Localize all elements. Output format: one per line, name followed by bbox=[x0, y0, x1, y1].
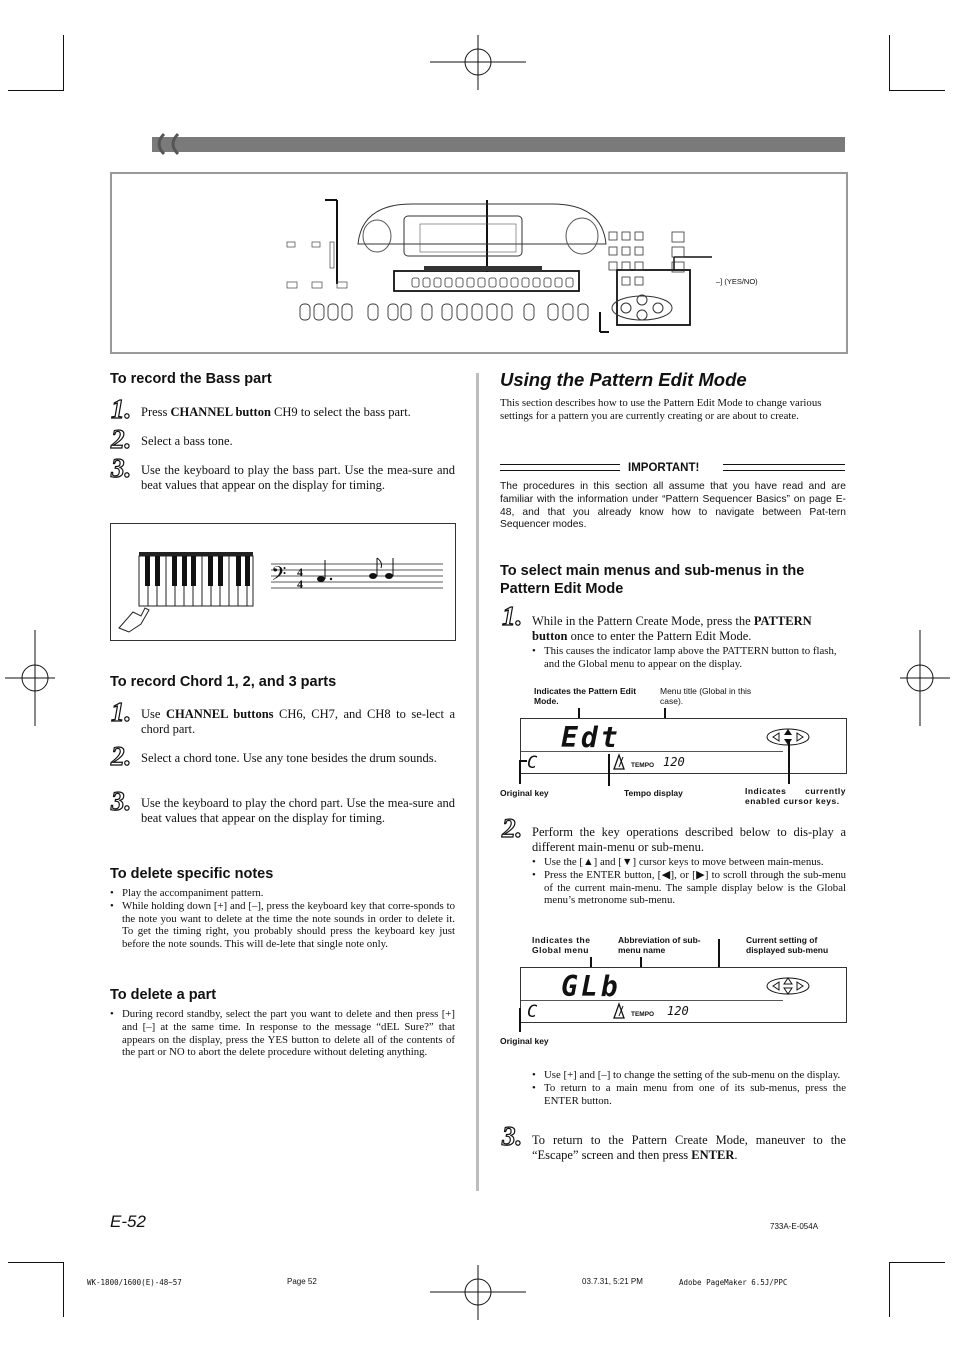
callout-line bbox=[519, 760, 521, 784]
crop-mark bbox=[889, 35, 890, 90]
lcd-main-text: Edt bbox=[561, 721, 621, 754]
lcd-key-char: C bbox=[527, 753, 538, 773]
time-sig-top: 4 bbox=[297, 565, 303, 579]
lcd2-label-original-key: Original key bbox=[500, 1036, 549, 1046]
lcd-tempo-label: TEMPO bbox=[631, 1011, 655, 1018]
lcd-display-edt bbox=[520, 718, 847, 774]
delete-part-list bbox=[110, 1008, 455, 1059]
delete-notes-list bbox=[110, 887, 455, 951]
list-item: • While holding down [+] and [–], press the keyboard key that corre-sponds to the note you want to delete at the time the note sounds in order to delete it. To get the timing right, you probably should press the keyboard key just before the note sounds. This will de-lete that single note only. bbox=[110, 900, 455, 951]
header-bar bbox=[108, 137, 845, 152]
crop-mark bbox=[8, 1262, 64, 1263]
chord-step-3-num: 3. bbox=[111, 786, 132, 816]
registration-mark bbox=[5, 630, 55, 726]
crop-mark bbox=[889, 1262, 945, 1263]
chord-step-2-num: 2. bbox=[111, 741, 132, 771]
edit-step-3-num: 3. bbox=[502, 1121, 523, 1151]
lcd1-label-menu-title: Menu title (Global in this case). bbox=[660, 686, 752, 706]
edit-step-1-num: 1. bbox=[502, 601, 523, 631]
callout-line bbox=[519, 760, 527, 762]
chord-step-3: Use the keyboard to play the chord part. Use the mea-sure and beat values that appear on the display for timing. bbox=[141, 796, 455, 825]
page-number: E-52 bbox=[110, 1212, 146, 1231]
lcd1-label-cursor-keys: Indicates currently enabled cursor keys. bbox=[745, 786, 846, 806]
important-rule-left bbox=[500, 464, 620, 471]
list-item: • During record standby, select the part you want to delete and then press [+] and [–] at the same time. In response to the message “dEL Sure?” that appears on the display, press the YES button to delete all of the contents of the part or NO to abort the delete procedure without deleting anything. bbox=[110, 1008, 455, 1059]
lcd-display-glb bbox=[520, 967, 847, 1023]
list-item: • To return to a main menu from one of its sub-menus, press the ENTER button. bbox=[532, 1082, 846, 1108]
piano-and-staff-graphic bbox=[111, 524, 455, 640]
chord-heading: To record Chord 1, 2, and 3 parts bbox=[110, 674, 337, 690]
lcd-key-char: C bbox=[527, 1002, 538, 1022]
yes-no-label: –] (YES/NO) bbox=[716, 277, 758, 286]
header-tab bbox=[108, 134, 152, 153]
lcd-tempo-value: 120 bbox=[663, 755, 685, 769]
footer-app: Adobe PageMaker 6.5J/PPC bbox=[679, 1278, 788, 1287]
bass-heading: To record the Bass part bbox=[110, 371, 272, 387]
footer-file: WK-1800/1600(E)-48~57 bbox=[87, 1278, 182, 1287]
chord-step-1: Use CHANNEL buttons CH6, CH7, and CH8 to se-lect a chord part. bbox=[141, 707, 455, 736]
registration-mark bbox=[430, 35, 526, 90]
important-text: The procedures in this section all assume that you have read and are familiar with the information under “Pattern Sequencer Basics” on page E-48, and that you already know how to navigate between Pat-tern Sequencer modes. bbox=[500, 481, 846, 531]
footer-date: 03.7.31, 5:21 PM bbox=[582, 1277, 643, 1286]
list-item: • Use the [▲] and [▼] cursor keys to move between main-menus. bbox=[532, 856, 846, 869]
registration-mark bbox=[900, 630, 950, 726]
crop-mark bbox=[889, 90, 945, 91]
crop-mark bbox=[63, 1262, 64, 1317]
list-item: • Play the accompaniment pattern. bbox=[110, 887, 455, 900]
edit-step-2: Perform the key operations described below to dis-play a different main-menu or sub-menu. bbox=[532, 825, 846, 854]
lcd-tempo-value: 120 bbox=[667, 1004, 689, 1018]
doc-code: 733A-E-054A bbox=[770, 1222, 819, 1231]
bass-step-2: Select a bass tone. bbox=[141, 434, 233, 448]
delete-notes-heading: To delete specific notes bbox=[110, 866, 274, 882]
edit-step-3: To return to the Pattern Create Mode, maneuver to the “Escape” screen and then press ENTER. bbox=[532, 1133, 846, 1162]
intro-text: This section describes how to use the Pattern Edit Mode to change various settings for a pattern you are currently creating or are about to create. bbox=[500, 397, 822, 422]
list-item: • Use [+] and [–] to change the setting of the sub-menu on the display. bbox=[532, 1069, 846, 1082]
keyboard-panel-illustration bbox=[112, 174, 846, 352]
sub-menu-list bbox=[532, 1069, 846, 1107]
edit-step-1: While in the Pattern Create Mode, press the PATTERN button once to enter the Pattern Edit Mode. bbox=[532, 614, 812, 643]
lcd1-label-tempo: Tempo display bbox=[624, 788, 683, 798]
crop-mark bbox=[8, 90, 64, 91]
lcd1-label-edit-mode: Indicates the Pattern Edit Mode. bbox=[534, 686, 637, 706]
callout-line bbox=[788, 742, 790, 784]
lcd2-label-global: Indicates the Global menu bbox=[532, 935, 591, 955]
metronome-icon bbox=[611, 753, 627, 771]
important-rule-right bbox=[723, 464, 845, 471]
lcd2-label-current: Current setting of displayed sub-menu bbox=[746, 935, 829, 955]
lcd-main-text: GLb bbox=[561, 970, 621, 1003]
svg-text:𝄢: 𝄢 bbox=[271, 562, 287, 590]
keyboard-diagram bbox=[110, 172, 848, 354]
menus-subheading: To select main menus and sub-menus in the Pattern Edit Mode bbox=[500, 563, 805, 597]
page-title: Using the Pattern Edit Mode bbox=[500, 369, 747, 390]
lcd-tempo-label: TEMPO bbox=[631, 762, 655, 769]
edit-step-2-num: 2. bbox=[502, 813, 523, 843]
registration-mark bbox=[430, 1265, 526, 1320]
list-item: • This causes the indicator lamp above the PATTERN button to flash, and the Global menu to appear on the display. bbox=[532, 645, 846, 671]
lcd2-label-abbrev: Abbreviation of sub-menu name bbox=[618, 935, 701, 955]
chord-step-2: Select a chord tone. Use any tone besides the drum sounds. bbox=[141, 751, 437, 765]
callout-line bbox=[608, 754, 610, 786]
delete-part-heading: To delete a part bbox=[110, 987, 217, 1003]
bass-step-3: Use the keyboard to play the bass part. Use the mea-sure and beat values that appear on the display for timing. bbox=[141, 463, 455, 492]
metronome-icon bbox=[611, 1002, 627, 1020]
important-label: IMPORTANT! bbox=[628, 462, 700, 474]
edit-step-1-note bbox=[532, 645, 846, 671]
column-divider bbox=[476, 373, 479, 1191]
list-item: • Press the ENTER button, [◀], or [▶] to scroll through the sub-menu of the current main-menu. The sample display below is the Global menu’s metronome sub-menu. bbox=[532, 869, 846, 907]
lcd1-label-original-key: Original key bbox=[500, 788, 549, 798]
bass-step-2-num: 2. bbox=[111, 424, 132, 454]
time-sig-bottom: 4 bbox=[297, 577, 303, 591]
chord-step-1-num: 1. bbox=[111, 697, 132, 727]
bass-step-3-num: 3. bbox=[111, 453, 132, 483]
crop-mark bbox=[889, 1262, 890, 1317]
callout-line bbox=[519, 1008, 521, 1032]
header-bracket-icon bbox=[150, 132, 186, 156]
crop-mark bbox=[63, 35, 64, 90]
bass-step-1-num: 1. bbox=[111, 394, 132, 424]
bass-step-1: Press CHANNEL button CH9 to select the bass part. bbox=[141, 405, 411, 419]
cursor-keys-icon bbox=[765, 976, 811, 996]
keyboard-music-illustration bbox=[110, 523, 456, 641]
edit-step-2-list bbox=[532, 856, 846, 907]
footer-page: Page 52 bbox=[287, 1277, 317, 1286]
